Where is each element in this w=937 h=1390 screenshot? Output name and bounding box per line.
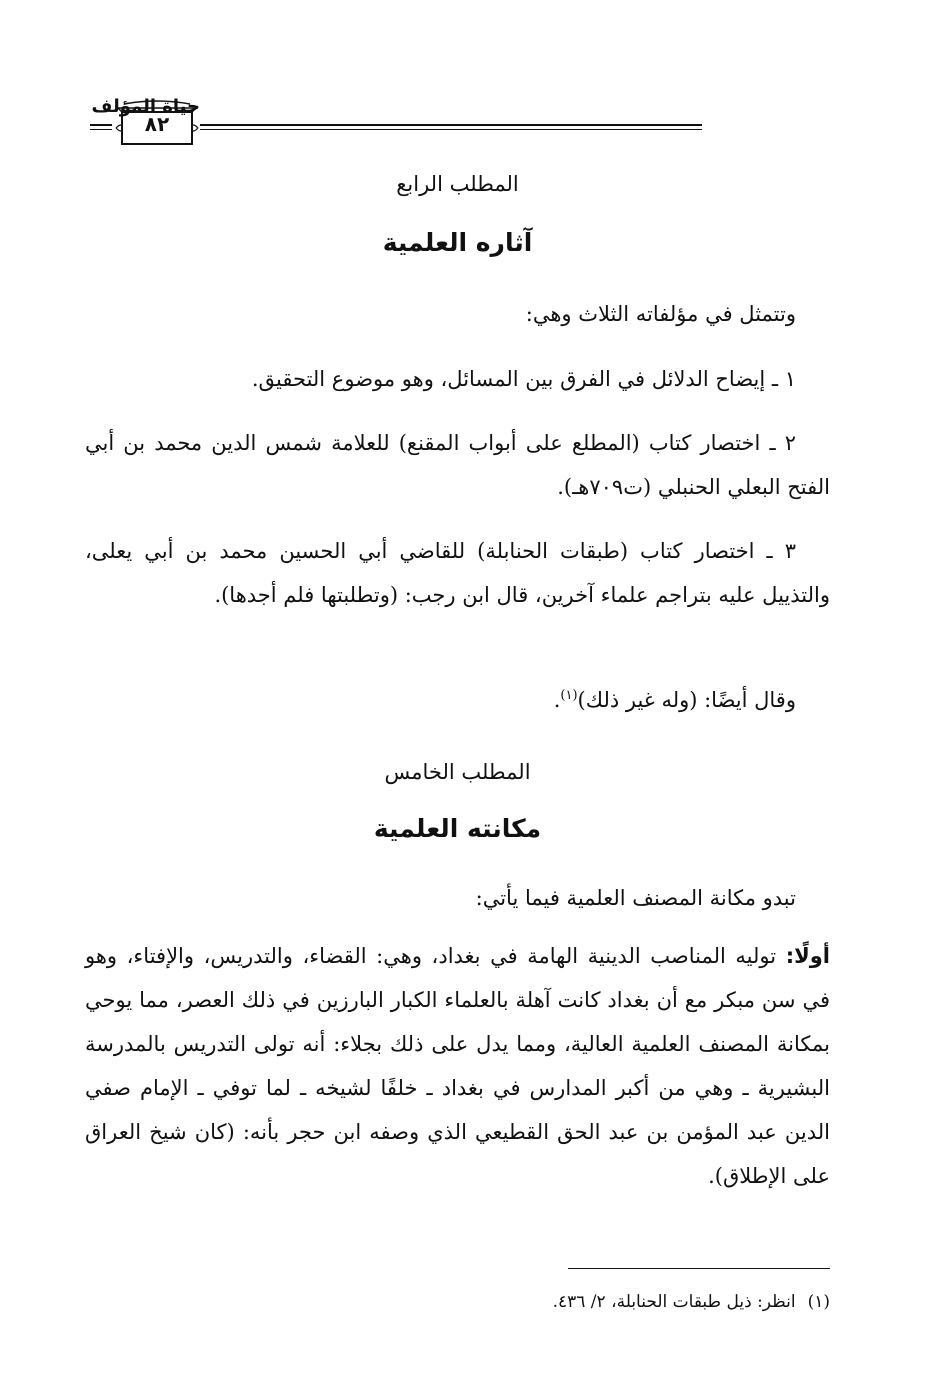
first-point-label: أولًا: — [785, 944, 830, 968]
section-4-subtitle: المطلب الرابع — [396, 172, 519, 196]
footnote-marker: (١) — [807, 1292, 830, 1312]
footnote-separator — [568, 1268, 830, 1269]
section-4-intro: وتتمثل في مؤلفاته الثلاث وهي: — [525, 302, 796, 326]
also-said-paragraph — [85, 678, 830, 722]
also-said-text: وقال أيضًا: (وله غير ذلك) — [577, 688, 796, 712]
works-item-1: ١ ـ إيضاح الدلائل في الفرق بين المسائل، وهو موضوع التحقيق. — [251, 367, 796, 391]
first-point-text: توليه المناصب الدينية الهامة في بغداد، وهي: القضاء، والتدريس، والإفتاء، وهو في سن مبكر مع أن بغداد كانت آهلة بالعلماء الكبار البارزين في ذلك العصر، مما يوحي بمكانة المصنف العلمية العالية، ومما يدل على ذلك بجلاء: أنه تولى التدريس بالمدرسة البشيرية ـ وهي من أكبر المدارس في بغداد ـ خلفًا لشيخه ـ لما توفي ـ الإمام صفي الدين عبد المؤمن بن عبد الحق القطيعي الذي وصفه ابن حجر بأنه: (كان شيخ العراق على الإطلاق). — [85, 944, 830, 1188]
first-point-paragraph — [85, 934, 830, 1198]
header-rule-end-thin — [90, 129, 112, 130]
works-item-2: ٢ ـ اختصار كتاب (المطلع على أبواب المقنع) للعلامة شمس الدين محمد بن أبي الفتح البعلي الحنبلي (ت٧٠٩هـ). — [85, 431, 830, 499]
page-number: ٨٢ — [144, 112, 170, 136]
header-rule — [200, 124, 702, 126]
footnote-ref[interactable]: (١) — [560, 688, 578, 703]
page-number-frame — [114, 100, 200, 150]
section-5-title: مكانته العلمية — [373, 814, 542, 843]
works-item-3: ٣ ـ اختصار كتاب (طبقات الحنابلة) للقاضي أبي الحسين محمد بن أبي يعلى، والتذييل عليه بتراجم علماء آخرين، قال ابن رجب: (وتطلبتها فلم أجدها). — [85, 539, 830, 607]
also-said-end: . — [553, 688, 561, 712]
header-rule-thin — [200, 129, 702, 130]
running-title: حياة المؤلف — [91, 96, 200, 117]
section-4-title: آثاره العلمية — [382, 228, 533, 257]
header-rule-end — [90, 124, 112, 126]
footnote — [85, 1290, 830, 1314]
section-5-subtitle: المطلب الخامس — [384, 760, 531, 784]
section-5-intro: تبدو مكانة المصنف العلمية فيما يأتي: — [475, 886, 796, 910]
footnote-text: انظر: ذيل طبقات الحنابلة، ٢/ ٤٣٦. — [552, 1292, 796, 1312]
